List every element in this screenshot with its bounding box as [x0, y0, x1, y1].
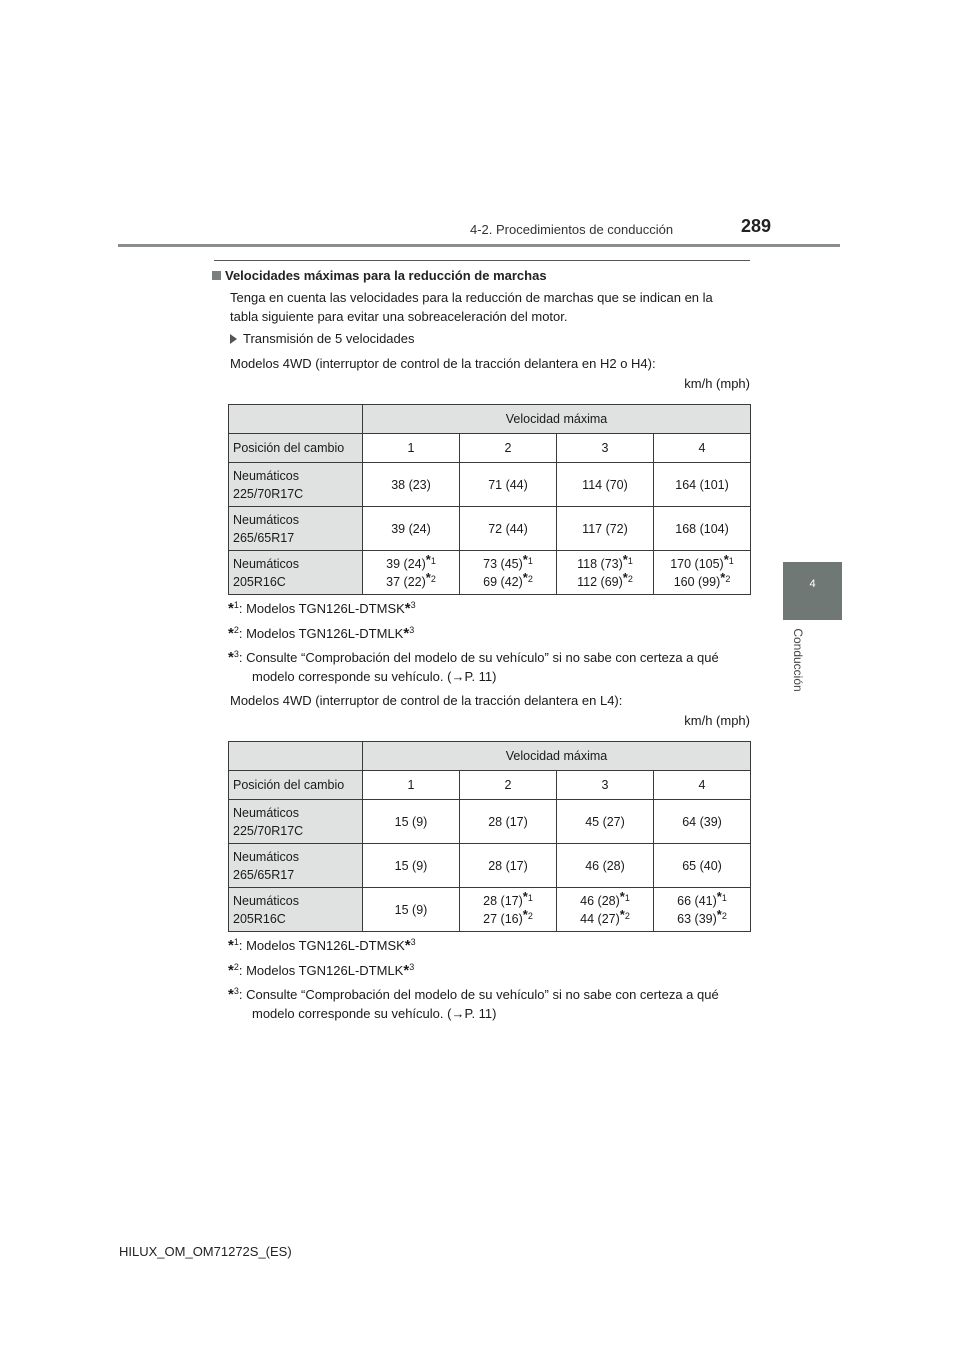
- table-cell: 39 $(24)^{*1}$ 37 $(22)^{*2}$: [363, 551, 460, 595]
- table-corner: [229, 405, 363, 434]
- group-header: Velocidad máxima: [363, 742, 751, 771]
- row-header: Posición del cambio: [229, 434, 363, 463]
- gear-header: 2: [460, 434, 557, 463]
- table-cell: 65 (40): [654, 844, 751, 888]
- speed-table-h2-h4: [228, 404, 751, 595]
- table1-units: km/h (mph): [684, 376, 750, 391]
- row-header: Neumáticos 265/65R17: [229, 844, 363, 888]
- row-header: Neumáticos 225/70R17C: [229, 800, 363, 844]
- table-cell: 73 $(45)^{*1}$ 69 $(42)^{*2}$: [460, 551, 557, 595]
- table-cell: 28 (17): [460, 844, 557, 888]
- footnote-1: *$^1$: Modelos TGN126L-DTMSK*$^3$: [228, 600, 416, 617]
- square-bullet-icon: [212, 271, 221, 280]
- gear-header: 1: [363, 434, 460, 463]
- table2-units: km/h (mph): [684, 713, 750, 728]
- footnote-3: *$^3$: Consulte “Comprobación del modelo de su vehículo” si no sabe con certeza a qué modelo corresponde su vehículo. (→P. 11): [228, 986, 719, 1021]
- table2-caption: Modelos 4WD (interruptor de control de la tracción delantera en L4):: [230, 693, 623, 708]
- table-row: [229, 888, 751, 932]
- group-header: Velocidad máxima: [363, 405, 751, 434]
- table-row: [229, 800, 751, 844]
- intro-line-1: Tenga en cuenta las velocidades para la reducción de marchas que se indican en la: [230, 290, 713, 305]
- table-row: [229, 507, 751, 551]
- table-corner: [229, 742, 363, 771]
- row-header: Neumáticos 265/65R17: [229, 507, 363, 551]
- table-row: [229, 463, 751, 507]
- table-cell: 15 (9): [363, 888, 460, 932]
- row-header: Neumáticos 205R16C: [229, 551, 363, 595]
- table-cell: 15 (9): [363, 844, 460, 888]
- table-cell: 114 (70): [557, 463, 654, 507]
- table-cell: 118 $(73)^{*1}$ 112 $(69)^{*2}$: [557, 551, 654, 595]
- table-cell: 66 $(41)^{*1}$ 63 $(39)^{*2}$: [654, 888, 751, 932]
- table-cell: 168 (104): [654, 507, 751, 551]
- table-cell: 45 (27): [557, 800, 654, 844]
- chapter-tab-number: 4: [809, 578, 816, 590]
- intro-line-2: tabla siguiente para evitar una sobreaceleración del motor.: [230, 309, 568, 324]
- table-cell: 28 (17): [460, 800, 557, 844]
- table-cell: 15 (9): [363, 800, 460, 844]
- table-row: [229, 844, 751, 888]
- table-row: [229, 771, 751, 800]
- row-header: Neumáticos 205R16C: [229, 888, 363, 932]
- gear-header: 3: [557, 771, 654, 800]
- footnote-2: *$^2$: Modelos TGN126L-DTMLK*$^3$: [228, 625, 415, 642]
- document-code: HILUX_OM_OM71272S_(ES): [119, 1244, 292, 1259]
- gear-header: 4: [654, 771, 751, 800]
- table-cell: 71 (44): [460, 463, 557, 507]
- footnote-3: *$^3$: Consulte “Comprobación del modelo de su vehículo” si no sabe con certeza a qué modelo corresponde su vehículo. (→P. 11): [228, 649, 719, 684]
- table-cell: 46 $(28)^{*1}$ 44 $(27)^{*2}$: [557, 888, 654, 932]
- row-header: Posición del cambio: [229, 771, 363, 800]
- triangle-bullet-icon: [230, 334, 237, 344]
- footnote-2: *$^2$: Modelos TGN126L-DTMLK*$^3$: [228, 962, 415, 979]
- table-cell: 164 (101): [654, 463, 751, 507]
- table-cell: 72 (44): [460, 507, 557, 551]
- header-rule: [118, 244, 840, 247]
- table-cell: 28 $(17)^{*1}$ 27 $(16)^{*2}$: [460, 888, 557, 932]
- table-cell: 38 (23): [363, 463, 460, 507]
- transmission-bullet: Transmisión de 5 velocidades: [230, 331, 415, 346]
- table-cell: 64 (39): [654, 800, 751, 844]
- chapter-tab-label: Conducción: [791, 628, 805, 692]
- header-section-title: 4-2. Procedimientos de conducción: [470, 222, 674, 237]
- table1-caption: Modelos 4WD (interruptor de control de la tracción delantera en H2 o H4):: [230, 356, 656, 371]
- gear-header: 4: [654, 434, 751, 463]
- table-cell: 39 (24): [363, 507, 460, 551]
- table-cell: 46 (28): [557, 844, 654, 888]
- gear-header: 1: [363, 771, 460, 800]
- chapter-tab: [783, 562, 842, 620]
- footnote-1: *$^1$: Modelos TGN126L-DTMSK*$^3$: [228, 937, 416, 954]
- table-row: [229, 405, 751, 434]
- gear-header: 2: [460, 771, 557, 800]
- content-rule: [214, 260, 750, 261]
- row-header: Neumáticos 225/70R17C: [229, 463, 363, 507]
- table-row: [229, 742, 751, 771]
- speed-table-l4: [228, 741, 751, 932]
- table-row: [229, 551, 751, 595]
- table-row: [229, 434, 751, 463]
- table-cell: 117 (72): [557, 507, 654, 551]
- gear-header: 3: [557, 434, 654, 463]
- table-cell: 170 $(105)^{*1}$ 160 $(99)^{*2}$: [654, 551, 751, 595]
- section-title: Velocidades máximas para la reducción de marchas: [212, 268, 547, 283]
- page-number: 289: [741, 216, 772, 236]
